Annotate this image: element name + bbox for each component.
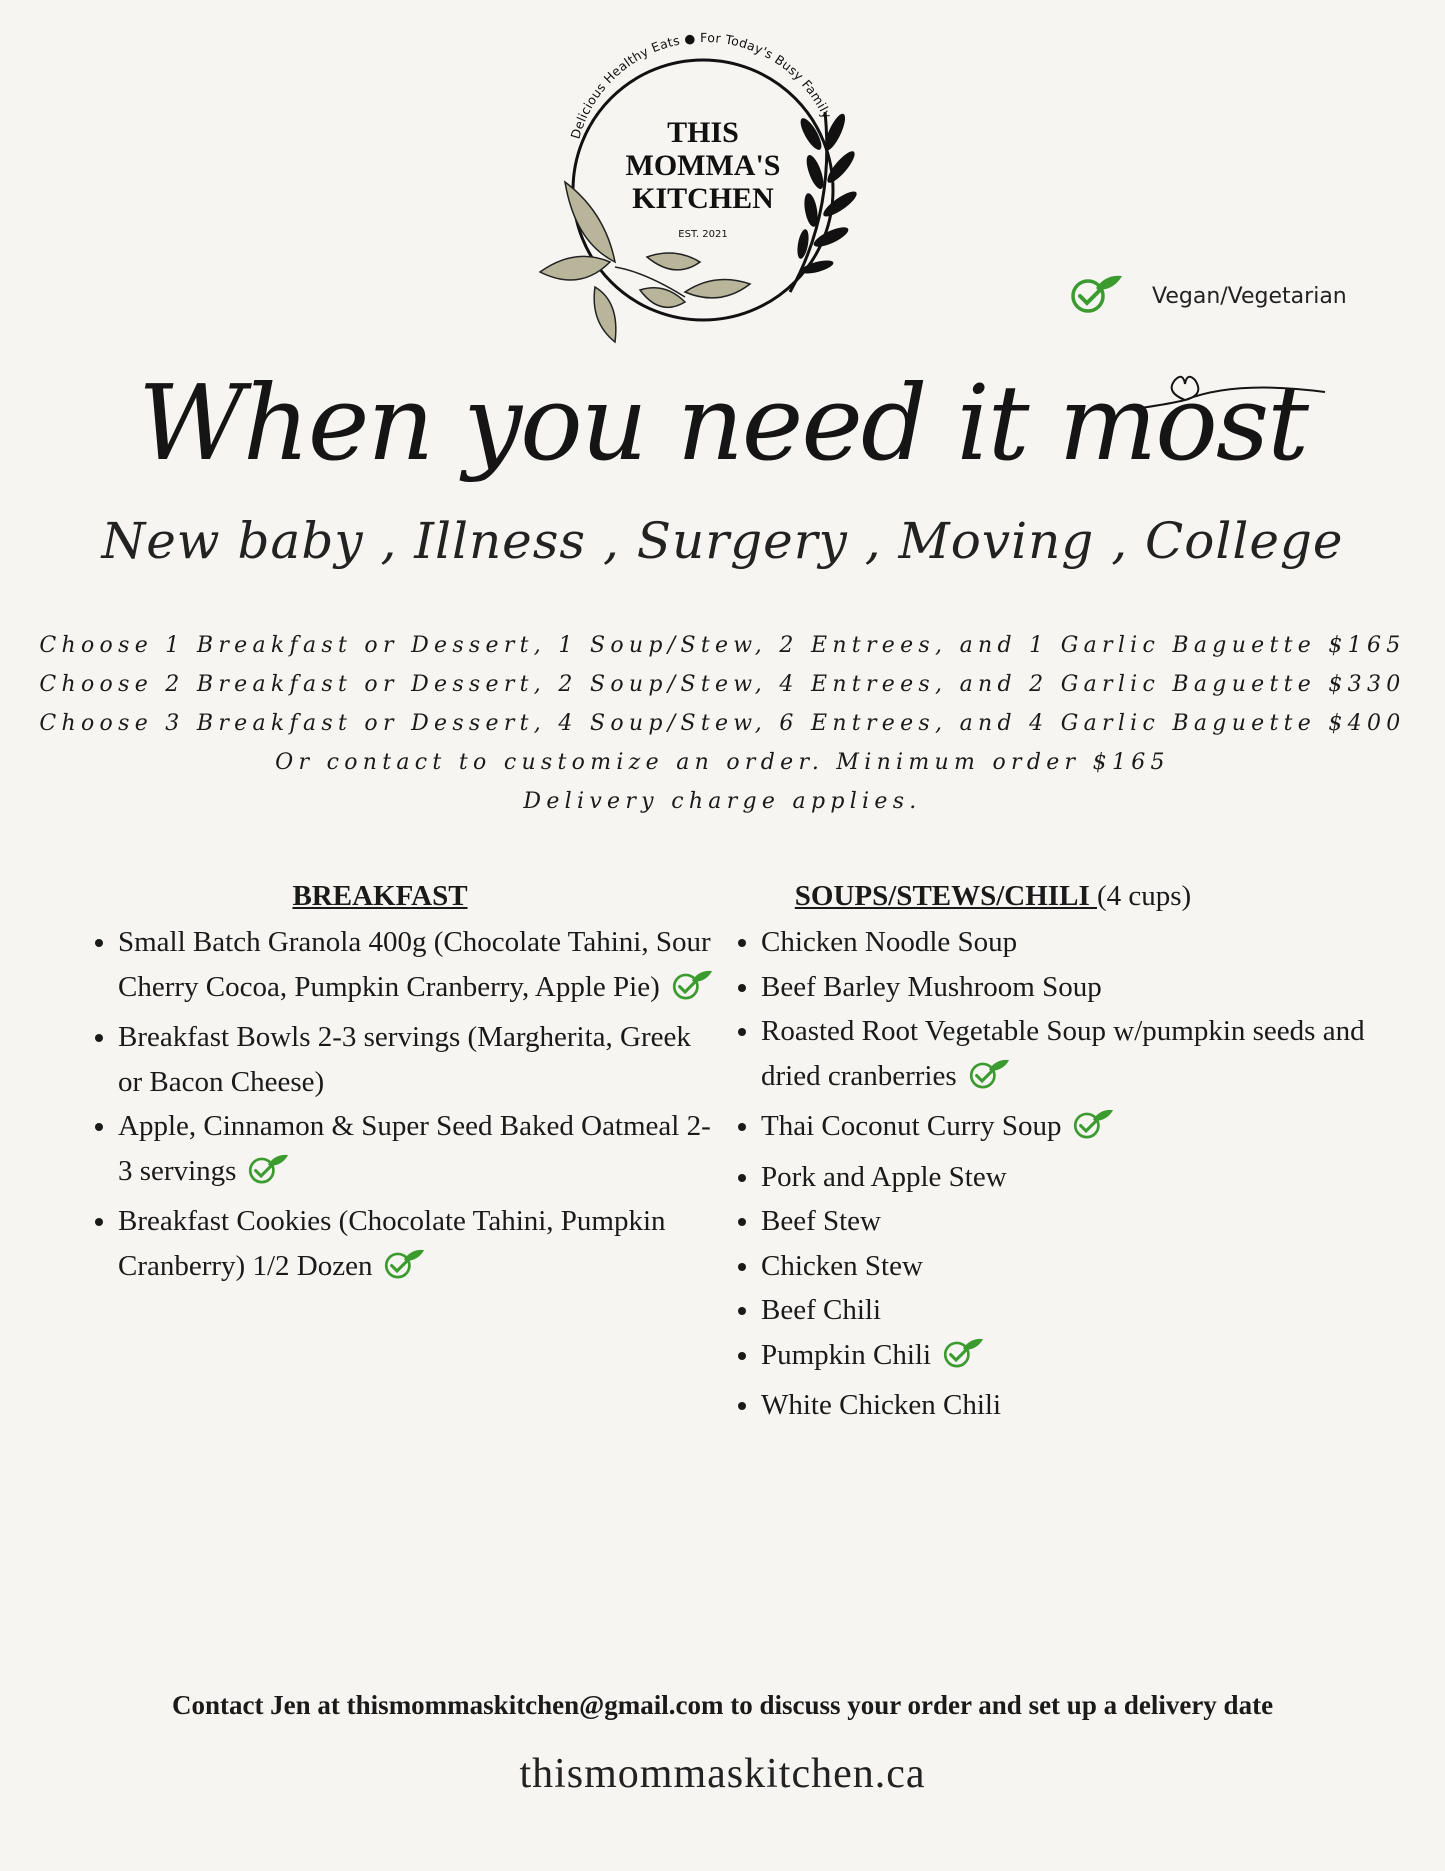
website-link[interactable]: thismommaskitchen.ca [519, 1751, 926, 1797]
menu-item [761, 965, 1373, 1010]
vegan-check-icon [382, 1247, 426, 1295]
contact-line: Contact Jen at thismommaskitchen@gmail.com to discuss your order and set up a delivery date [171, 1690, 1274, 1720]
brand-logo [535, 22, 875, 352]
soups-heading [733, 876, 1253, 916]
logo-tagline: Delicious Healthy Eats ● For Today's Busy Family [567, 29, 835, 141]
soups-heading-note: (4 cups) [1096, 880, 1192, 912]
menu-item-text: Pumpkin Chili [761, 1338, 932, 1371]
vegan-check-icon [941, 1336, 985, 1384]
menu-item-text: Pork and Apple Stew [761, 1160, 1007, 1193]
logo-est: EST. 2021 [678, 229, 728, 240]
menu-item [761, 1244, 1373, 1289]
menu-item-text: Apple, Cinnamon & Super Seed Baked Oatmeal 2-3 servings [118, 1110, 711, 1187]
menu-item-text: Beef Barley Mushroom Soup [761, 970, 1102, 1003]
vegan-check-icon [1071, 1107, 1115, 1155]
menu-item [118, 1199, 715, 1294]
breakfast-section [90, 876, 715, 1294]
menu-item [761, 1383, 1373, 1428]
logo-name-line3: KITCHEN [632, 182, 774, 215]
pricing-line: Choose 3 Breakfast or Dessert, 4 Soup/Stew, 6 Entrees, and 4 Garlic Baguette $400 [39, 711, 1406, 736]
legend-label: Vegan/Vegetarian [1152, 284, 1347, 309]
vegan-legend [1068, 272, 1347, 321]
pricing-line: Choose 1 Breakfast or Dessert, 1 Soup/Stew, 2 Entrees, and 1 Garlic Baguette $165 [39, 633, 1406, 658]
menu-item [761, 1199, 1373, 1244]
menu-item [761, 1155, 1373, 1200]
vegan-check-icon [670, 968, 714, 1016]
soups-list [733, 920, 1373, 1428]
logo-name-line2: MOMMA'S [625, 149, 781, 182]
menu-item-text: White Chicken Chili [761, 1389, 1002, 1421]
menu-item-text: Small Batch Granola 400g (Chocolate Tahini, Sour Cherry Cocoa, Pumpkin Cranberry, Apple Pie) [118, 926, 711, 1003]
headline: When you need it most [137, 362, 1308, 484]
menu-item-text: Thai Coconut Curry Soup [761, 1110, 1062, 1142]
menu-item [761, 920, 1373, 965]
menu-item [761, 1288, 1373, 1333]
soups-heading-text: SOUPS/STEWS/CHILI [794, 880, 1097, 912]
menu-item [118, 1015, 715, 1104]
menu-item-text: Breakfast Bowls 2-3 servings (Margherita, Greek or Bacon Cheese) [118, 1021, 691, 1098]
breakfast-list [90, 920, 715, 1294]
breakfast-heading [90, 876, 670, 916]
soups-section [733, 876, 1373, 1428]
breakfast-heading-text: BREAKFAST [292, 880, 468, 912]
menu-item [118, 920, 715, 1015]
logo-name-line1: THIS [667, 116, 739, 149]
menu-item-text: Breakfast Cookies (Chocolate Tahini, Pumpkin Cranberry) 1/2 Dozen [118, 1205, 666, 1282]
pricing-block [0, 626, 1445, 821]
pricing-line: Delivery charge applies. [523, 789, 922, 814]
menu-item [118, 1104, 715, 1199]
menu-item-text: Beef Stew [761, 1205, 881, 1237]
vegan-check-icon [1068, 272, 1124, 321]
menu-item [761, 1104, 1373, 1155]
menu-item-text: Beef Chili [761, 1294, 882, 1326]
pricing-line: Choose 2 Breakfast or Dessert, 2 Soup/Stew, 4 Entrees, and 2 Garlic Baguette $330 [39, 672, 1406, 697]
vegan-check-icon [246, 1152, 290, 1200]
menu-item [761, 1009, 1373, 1104]
heart-swash-icon [1125, 370, 1325, 430]
pricing-line: Or contact to customize an order. Minimum order $165 [275, 750, 1170, 775]
menu-item-text: Chicken Noodle Soup [761, 926, 1018, 958]
vegan-check-icon [967, 1057, 1011, 1105]
occasions-line: New baby , Illness , Surgery , Moving , College [101, 512, 1344, 570]
logo-wreath-icon [535, 22, 875, 352]
menu-item-text: Chicken Stew [761, 1249, 923, 1282]
menu-item-text: Roasted Root Vegetable Soup w/pumpkin seeds and dried cranberries [761, 1015, 1365, 1092]
menu-item [761, 1333, 1373, 1384]
